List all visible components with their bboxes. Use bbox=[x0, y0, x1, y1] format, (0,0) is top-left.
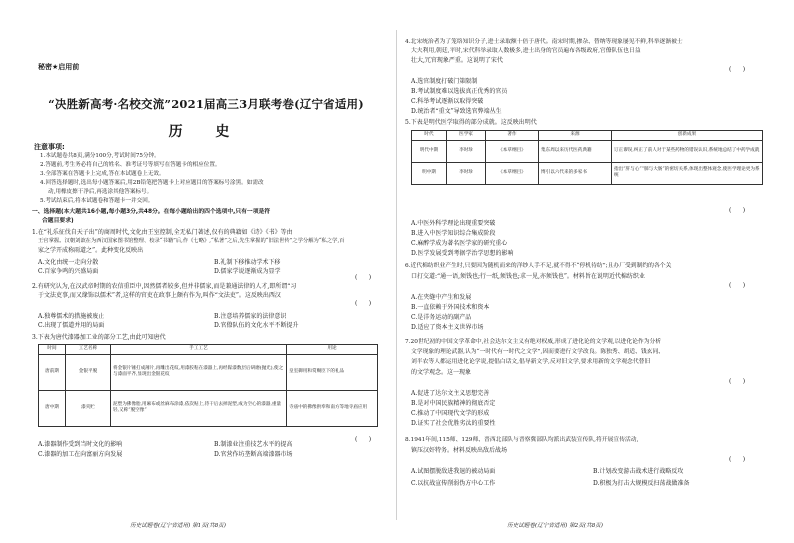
section-heading: 一、选择题(本大题共16小题,每小题3分,共48分。在每小题给出的四个选项中,只有一项是符 bbox=[32, 209, 271, 215]
q7-line: 刘半农等人都运用进化论学说,提倡白话文,倡导新文学,反对旧文学,要求用新的文学观念代替旧 bbox=[411, 359, 651, 365]
q3-option-a[interactable]: A.漆器制作受到当时文化的影响 bbox=[38, 441, 123, 448]
notice-item: 3.全部答案在答题卡上完成,答在本试题卷上无效。 bbox=[40, 171, 165, 177]
q7-option-b[interactable]: B.是对中国民族精神的彻底否定 bbox=[411, 400, 496, 407]
footer-page-1: 历史试题卷(辽宁省适用) 第1页(共8页) bbox=[130, 523, 226, 529]
table-header: 时间 bbox=[39, 345, 66, 355]
q3-stem: 3.下表为唐代漆器加工业的部分工艺,由此可知唐代 bbox=[32, 334, 166, 341]
q7-option-d[interactable]: D.证实了社会优胜劣汰的重要性 bbox=[411, 420, 496, 427]
q6-option-b[interactable]: B.一直依赖于外国技术和资本 bbox=[411, 304, 490, 311]
page-right bbox=[397, 0, 794, 543]
q5-answer-paren[interactable]: ( ) bbox=[729, 207, 746, 214]
table-cell: 李时珍 bbox=[447, 140, 486, 162]
table-cell: 唐前期 bbox=[39, 354, 66, 390]
q4-line: 4.北宋统治者为了笼络知识分子,进士录取额十倍于唐代。南宋时期,掺杂、替纳等现象屡见不鲜,科举逐渐被士 bbox=[405, 39, 683, 45]
subject-title: 历 史 bbox=[168, 124, 244, 140]
table-header: 医学家 bbox=[447, 131, 486, 141]
table-cell: 博引以六代来的多家书 bbox=[539, 162, 612, 184]
q4-option-c[interactable]: C.科举考试逐渐以取得突破 bbox=[411, 98, 484, 105]
q8-option-c[interactable]: C.以抗战宣传削弱伪方中心工作 bbox=[411, 480, 496, 487]
q5-option-d[interactable]: D.医学发展受到考据学治学思想的影响 bbox=[411, 250, 514, 257]
table-cell: 明代中期 bbox=[412, 140, 447, 162]
q4-option-d[interactable]: D.统治者“重文”导致选官弊端丛生 bbox=[411, 108, 502, 115]
table-cell: 集东周以来历代医药典籍 bbox=[539, 140, 612, 162]
q7-option-a[interactable]: A.促进了达尔文主义思想完善 bbox=[411, 390, 490, 397]
q4-option-b[interactable]: B.考试制度难以选拔真正优秀的官员 bbox=[411, 88, 508, 95]
q8-option-d[interactable]: D.积极为打击大规模反扫荡战做准备 bbox=[593, 480, 690, 487]
table-header: 工艺名称 bbox=[66, 345, 111, 355]
table-cell: 寺庙中的佛像供奉和南方等地寺庙应用 bbox=[287, 390, 378, 426]
q1-option-d[interactable]: D.儒家学说逐渐成为显学 bbox=[214, 268, 281, 275]
q6-answer-paren[interactable]: ( ) bbox=[729, 282, 746, 289]
q7-answer-paren[interactable]: ( ) bbox=[729, 378, 746, 385]
q1-line: 1.在“礼乐征伐自天子出”的商周时代,文化由王室控制,全无私门著述,仅有的典籍如《诗》《书》等由 bbox=[32, 229, 293, 236]
table-header: 著作 bbox=[486, 131, 539, 141]
q5-table bbox=[411, 130, 763, 185]
notice-item: 5.考试结束后,将本试题卷和答题卡一并交回。 bbox=[40, 198, 154, 204]
notice-item: 4.回答选择题时,选出每小题答案后,用2B铅笔把答题卡上对应题目的答案标号涂黑。如需改 bbox=[40, 180, 264, 186]
q1-answer-paren[interactable]: ( ) bbox=[355, 274, 372, 281]
notice-item: 动,用橡皮擦干净后,再选涂其他答案标号。 bbox=[48, 189, 153, 195]
table-header: 创新成果 bbox=[612, 131, 763, 141]
table-header: 时代 bbox=[412, 131, 447, 141]
table-header: 来源 bbox=[539, 131, 612, 141]
q6-option-a[interactable]: A.在夹缝中产生和发展 bbox=[411, 294, 472, 301]
q3-table bbox=[38, 344, 378, 427]
table-cell: 唐中期 bbox=[39, 390, 66, 426]
section-heading-cont: 合题目要求) bbox=[42, 218, 74, 224]
q4-line: 大夫利用,朝廷,平时,宋代科举录取人数极多,进士出身的官员遍布各级政府,官僚队伍也日益 bbox=[411, 48, 641, 54]
q8-line: 8.1941年间,115师、129师、晋西北部队与晋察冀部队均派出武装宣传队,将开展宣传活动, bbox=[405, 437, 639, 443]
notice-heading: 注意事项: bbox=[34, 143, 65, 151]
q7-option-c[interactable]: C.推动了中国现代文学的形成 bbox=[411, 410, 490, 417]
q4-option-a[interactable]: A.选官制度打破门第限制 bbox=[411, 78, 478, 85]
q7-line: 文学现象的理论武器,认为“一时代有一时代之文学”,因而要进行文学改良。陈独秀、胡适、钱玄同、 bbox=[411, 349, 665, 355]
table-cell: 将金银片锤打成薄片,再雕出花纹,用漆胶粘在漆器上,再经髹漆数层后研磨(抛光),使之与漆面平齐,显现出金银花纹 bbox=[111, 354, 287, 390]
table-header: 用途 bbox=[287, 345, 378, 355]
q2-option-c[interactable]: C.出现了儒道并用的局面 bbox=[38, 322, 105, 329]
q3-answer-paren[interactable]: ( ) bbox=[355, 436, 372, 443]
q2-option-a[interactable]: A.独尊儒术的措施被废止 bbox=[38, 313, 105, 320]
q4-answer-paren[interactable]: ( ) bbox=[729, 66, 746, 73]
table-cell: 泥塑为佛像胎,用麻布或丝麻布涂漆,依次贴上,待干后去掉泥塑,成为空心的漆器,重量轻,又称“脱空像” bbox=[111, 390, 287, 426]
table-cell: 指出“肝与心”“肺与大肠”的密切关系,体现出整体观念,使医学理论更为系统 bbox=[612, 162, 763, 184]
q1-option-a[interactable]: A.文化由统一走向分散 bbox=[38, 259, 99, 266]
q1-option-c[interactable]: C.百家争鸣的兴盛局面 bbox=[38, 268, 99, 275]
q3-option-c[interactable]: C.漆器的加工在向富丽方向发展 bbox=[38, 451, 123, 458]
notice-item: 1.本试题卷共8页,满分100分,考试时间75分钟。 bbox=[40, 153, 160, 159]
q6-option-c[interactable]: C.是洋务运动的副产品 bbox=[411, 314, 472, 321]
q4-line: 壮大,冗官现象严重。这说明了宋代 bbox=[411, 57, 503, 64]
q5-option-a[interactable]: A.中医外科学理论出现重要突破 bbox=[411, 220, 496, 227]
q5-option-c[interactable]: C.麻醉学成为著名医学家的研究重心 bbox=[411, 240, 508, 247]
table-cell: 明中期 bbox=[412, 162, 447, 184]
table-cell: 《本草纲目》 bbox=[486, 162, 539, 184]
q7-line: 的文学观念。这一现象 bbox=[411, 369, 472, 376]
table-cell: 《本草纲目》 bbox=[486, 140, 539, 162]
q1-line: 家之学开成称雨道之”。此种变化反映出 bbox=[38, 247, 144, 254]
q6-line: 6.近代棉纺织业产生时,只要因为随机而来的洋纱人手不足,就不得不“停机待纺”;且办厂受到制约的各个关 bbox=[405, 263, 672, 269]
q8-line: 镇压汉奸特务。材料反映出敌后战场 bbox=[411, 447, 508, 454]
table-cell: 李时珍 bbox=[447, 162, 486, 184]
q3-option-d[interactable]: D.官营作坊垄断高端漆器市场 bbox=[214, 451, 293, 458]
q8-option-b[interactable]: B.计划改变游击战术进行战略反攻 bbox=[593, 468, 684, 475]
q3-option-b[interactable]: B.制漆业注重技艺水平的提高 bbox=[214, 441, 293, 448]
exam-title: “决胜新高考·名校交流”2021届高三3月联考卷(辽宁省适用) bbox=[48, 97, 364, 111]
q6-line: 口打交道:“通一语,须钱也;行一纸,须钱也;求一见,亦须钱也”。材料旨在说明近代棉纺织业 bbox=[411, 273, 645, 280]
table-header: 手工工艺 bbox=[111, 345, 287, 355]
q6-option-d[interactable]: D.适应了资本主义世界市场 bbox=[411, 324, 484, 331]
table-cell: 订正谬误,纠正了前人对于某些药物的错误认识,系统地总结了中药学成就 bbox=[612, 140, 763, 162]
q5-stem: 5.下表是明代医学取得的部分成就。这反映出明代 bbox=[405, 119, 537, 126]
q1-line: 王官掌握。汉朝刘歆在为西汉国家图书馆整理、校录“书籍”后,作《七略》,“私著”之后,先生掌握的“旧法世传”之学分解为“私之学,百 bbox=[38, 238, 345, 244]
q2-option-b[interactable]: B.注意培养儒家的法律意识 bbox=[214, 313, 287, 320]
q2-line: 于文法吏事,而又缘饰以儒术”者,这样的官吏在政事上颇有作为,叫作“文法吏”。这反映出西汉 bbox=[38, 292, 281, 299]
q2-line: 2.有研究认为,在汉武帝时期的农信重臣中,因然儒者较多,但并非儒家,而是兼通法律的人才,即所谓“习 bbox=[32, 283, 297, 290]
table-cell: 皇室御用和赏赐臣下的礼品 bbox=[287, 354, 378, 390]
q1-option-b[interactable]: B.礼制下移推动学术下移 bbox=[214, 259, 281, 266]
q2-answer-paren[interactable]: ( ) bbox=[355, 300, 372, 307]
notice-item: 2.答题前,考生务必将自己的姓名、准考证号等填写在答题卡的相应位置。 bbox=[40, 162, 221, 168]
footer-page-2: 历史试题卷(辽宁省适用) 第2页(共8页) bbox=[507, 523, 603, 529]
q2-option-d[interactable]: D.官僚队伍的文化水平不断提升 bbox=[214, 322, 299, 329]
q7-line: 7.20世纪初的中国文学革命中,社会达尔文主义有绝对权威,形成了进化论的文学观,以进化论作为分析 bbox=[405, 339, 662, 345]
q8-answer-paren[interactable]: ( ) bbox=[729, 456, 746, 463]
table-cell: 漆夹贮 bbox=[66, 390, 111, 426]
q8-option-a[interactable]: A.试图摆脱敌进我退的被动局面 bbox=[411, 468, 496, 475]
q5-option-b[interactable]: B.进入中医学知识综合集成阶段 bbox=[411, 230, 496, 237]
table-cell: 金银平脱 bbox=[66, 354, 111, 390]
secret-label: 秘密★启用前 bbox=[38, 63, 80, 71]
